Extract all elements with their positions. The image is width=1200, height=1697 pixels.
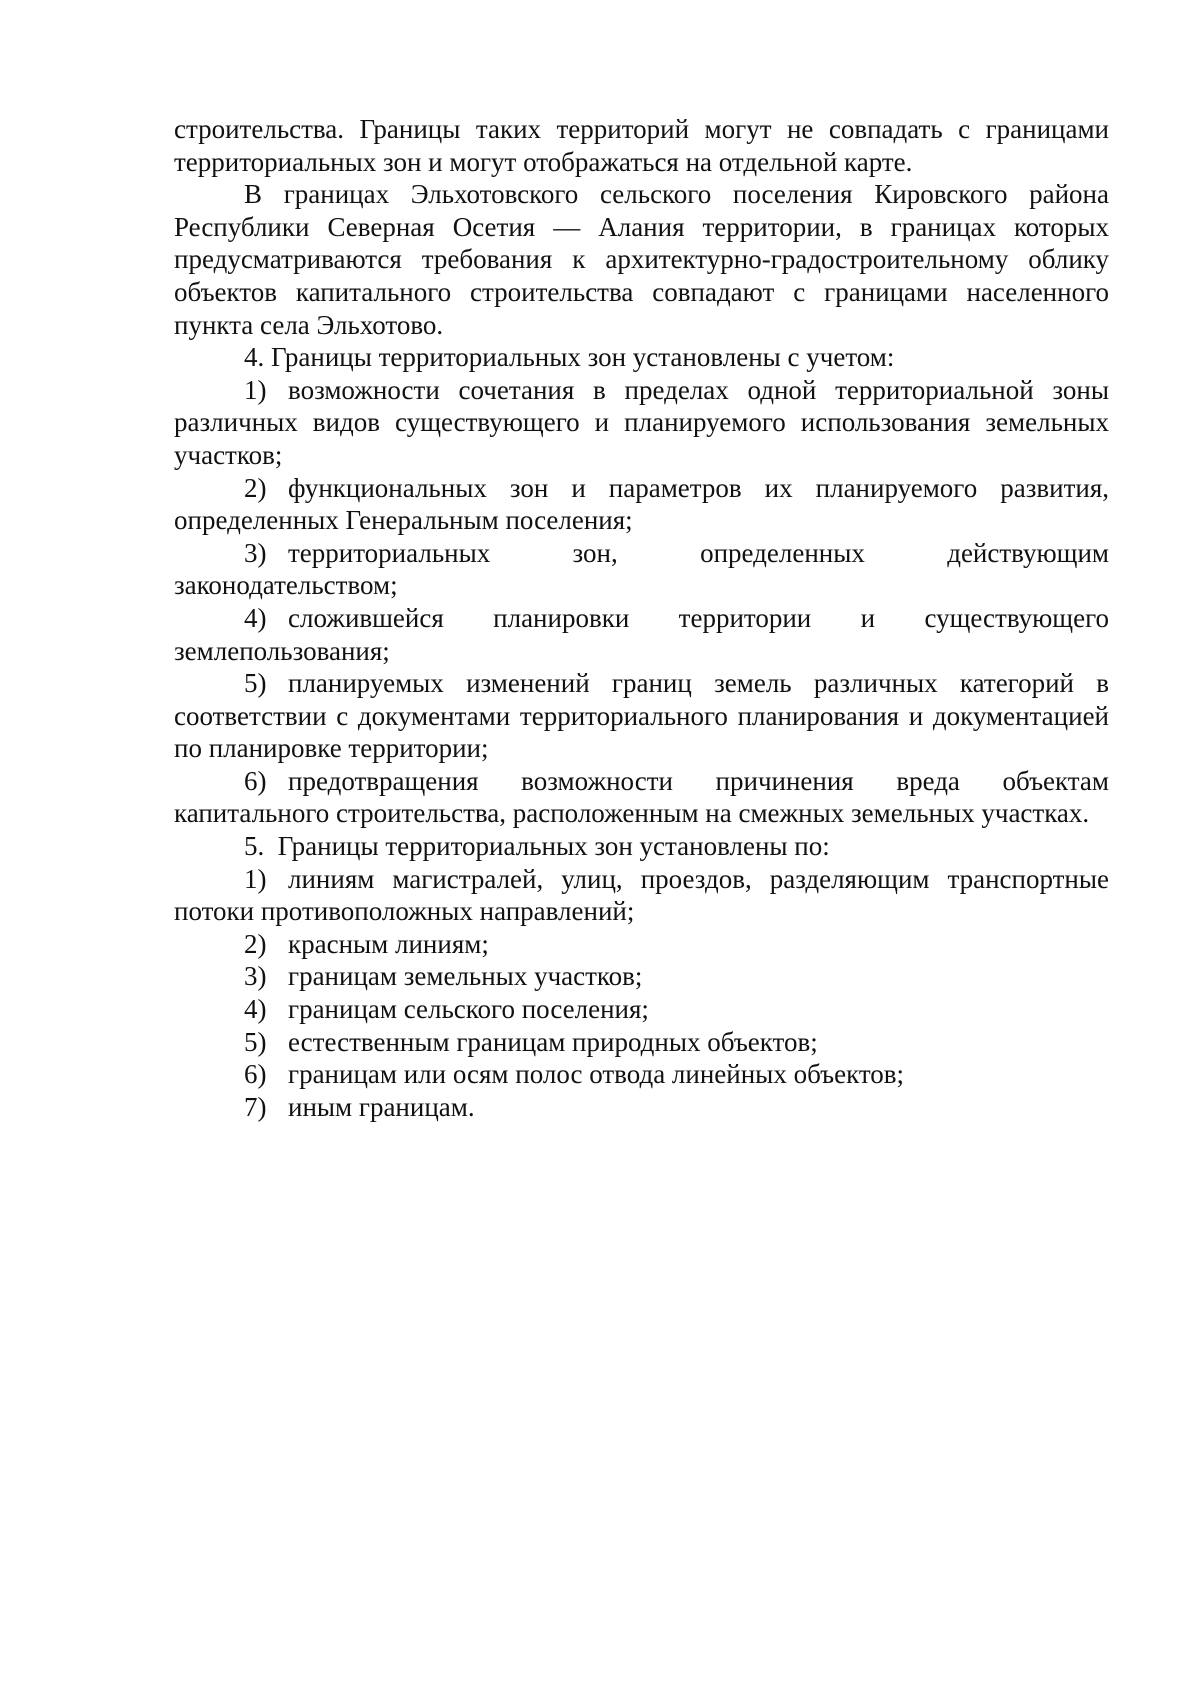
opening-paragraph: строительства. Границы таких территорий могут не совпадать с границами территориальных зон и могут отображаться на отдельной карте. — [174, 114, 1109, 177]
section-5-item-5 — [174, 1026, 1109, 1059]
item-number: 3) — [244, 537, 267, 568]
section-5-item-3 — [174, 960, 1109, 993]
item-number: 7) — [244, 1091, 267, 1122]
paragraph-borders: В границах Эльхотовского сельского поселения Кировского района Республики Северная Осетия — Алания территории, в границах которых предусматриваются требования к архитектурно-градостроительному облику объектов капитального строительства совпадают с границами населенного пункта села Эльхотово. — [174, 179, 1109, 340]
section-4-item-4 — [174, 602, 1109, 667]
item-number: 5) — [244, 1026, 267, 1057]
section-4-item-3 — [174, 537, 1109, 602]
item-number: 1) — [244, 374, 267, 405]
item-text: красным линиям; — [288, 928, 489, 959]
item-text: планируемых изменений границ земель различных категорий в соответствии с документами территориального планирования и документацией по планировке территории; — [174, 668, 1109, 764]
item-text: сложившейся планировки территории и существующего землепользования; — [174, 602, 1109, 666]
item-number: 6) — [244, 765, 267, 796]
item-number: 2) — [244, 928, 267, 959]
section-5-item-7 — [174, 1091, 1109, 1124]
item-number: 4) — [244, 994, 267, 1025]
section-4-item-5 — [174, 667, 1109, 765]
item-number: 4) — [244, 602, 267, 633]
item-text: возможности сочетания в пределах одной территориальной зоны различных видов существующего и планируемого использования земельных участков; — [174, 374, 1109, 470]
item-text: иным границам. — [288, 1091, 475, 1122]
item-text: границам или осям полос отвода линейных объектов; — [288, 1059, 905, 1090]
section-5-item-2 — [174, 928, 1109, 961]
section-5-item-4 — [174, 993, 1109, 1026]
section-4-item-1 — [174, 374, 1109, 472]
item-text: естественным границам природных объектов; — [288, 1026, 818, 1057]
item-text: территориальных зон, определенных действующим законодательством; — [174, 537, 1109, 601]
item-number: 5) — [244, 668, 267, 699]
item-number: 1) — [244, 863, 267, 894]
section-4-heading: 4. Границы территориальных зон установлены с учетом: — [244, 342, 895, 373]
item-text: линиям магистралей, улиц, проездов, разделяющим транспортные потоки противоположных направлений; — [174, 863, 1109, 927]
item-text: функциональных зон и параметров их планируемого развития, определенных Генеральным поселения; — [174, 472, 1109, 536]
document-page — [174, 113, 1109, 1123]
item-text: предотвращения возможности причинения вреда объектам капитального строительства, расположенным на смежных земельных участках. — [174, 765, 1109, 829]
item-text: границам сельского поселения; — [288, 994, 649, 1025]
section-5-item-6 — [174, 1058, 1109, 1091]
section-5-heading: 5. Границы территориальных зон установлены по: — [244, 831, 830, 862]
section-4-item-6 — [174, 765, 1109, 830]
item-number: 2) — [244, 472, 267, 503]
section-4-item-2 — [174, 472, 1109, 537]
item-text: границам земельных участков; — [288, 961, 643, 992]
item-number: 3) — [244, 961, 267, 992]
section-5-item-1 — [174, 863, 1109, 928]
item-number: 6) — [244, 1059, 267, 1090]
